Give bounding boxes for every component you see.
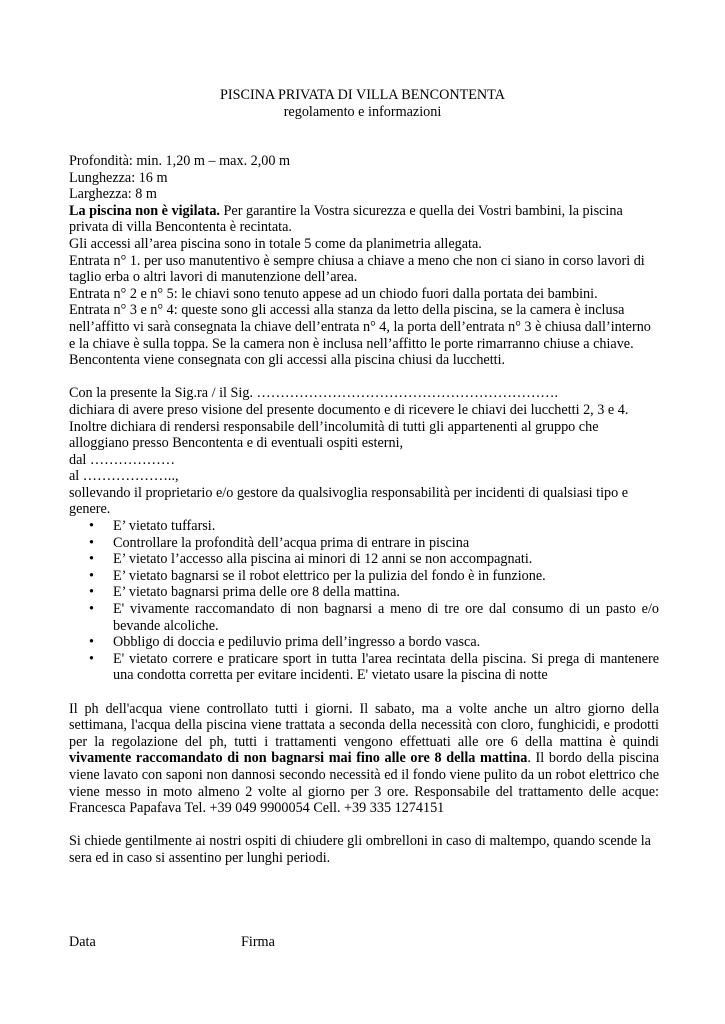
rules-list — [69, 518, 659, 684]
not-supervised-notice: La piscina non è vigilata. — [69, 202, 220, 219]
depth-line: Profondità: min. 1,20 m – max. 2,00 m — [69, 153, 291, 169]
bullet-icon: • — [89, 634, 94, 651]
declaration-to: al ……………….., — [69, 468, 179, 485]
entry-2-5-text: Entrata n° 2 e n° 5: le chiavi sono tenuto appese ad un chiodo fuori dalla portata dei bambini. — [69, 285, 598, 302]
accesses-line: Gli accessi all’area piscina sono in totale 5 come da planimetria allegata. — [69, 235, 482, 252]
entry-3-4-text: Entrata n° 3 e n° 4: queste sono gli accessi alla stanza da letto della piscina, se la camera è inclusa nell’affitto vi sarà consegnata la chiave dell’entrata n° 4, la porta dell’entrata n° 3 è chiusa dall’interno e la chiave è sulla toppa. Se la camera non è inclusa nell’affitto le porte rimarranno chiuse a chiave. Bencontenta viene consegnata con gli accessi alla piscina chiusi da lucchetti. — [69, 302, 651, 369]
bullet-icon: • — [89, 518, 94, 535]
bullet-icon: • — [89, 534, 94, 551]
list-item: • Obbligo di doccia e pediluvio prima dell’ingresso a bordo vasca. — [89, 634, 481, 651]
declaration-liability: sollevando il proprietario e/o gestore da qualsivoglia responsabilità per incidenti di qualsiasi tipo e genere. — [69, 484, 629, 518]
declaration-intro: Con la presente la Sig.ra / il Sig. ………………………………………………………. — [69, 385, 559, 402]
entry-1-text: Entrata n° 1. per uso manutentivo è sempre chiusa a chiave a meno che non ci siano in corso lavori di taglio erba o altri lavori di manutenzione dell’area. — [69, 252, 645, 286]
bullet-icon: • — [89, 601, 94, 618]
declaration-responsibility: Inoltre dichiara di rendersi responsabile dell’incolumità di tutti gli appartenenti al gruppo che alloggiano presso Bencontenta e di eventuali ospiti esterni, — [69, 418, 599, 452]
bullet-icon: • — [89, 567, 94, 584]
security-paragraph — [69, 203, 659, 236]
bullet-icon: • — [89, 650, 94, 667]
bullet-icon: • — [89, 551, 94, 568]
width-line: Larghezza: 8 m — [69, 186, 157, 203]
date-label: Data — [69, 934, 96, 950]
list-item: • E’ vietato bagnarsi se il robot elettrico per la pulizia del fondo è in funzione. — [89, 567, 546, 584]
list-item: • Controllare la profondità dell’acqua prima di entrare in piscina — [89, 534, 470, 551]
treatment-paragraph: Il ph dell'acqua viene controllato tutti i giorni. Il sabato, ma a volte anche un altro giorno della settimana, l'acqua della piscina viene trattata a seconda della necessità con cloro, funghicidi, e prodotti per la regolazione del ph, tutti i trattamenti vengono effettuati alle ore 6 della mattina è quindi vivamente raccomandato di non bagnarsi mai fino alle ore 8 della mattina. Il bordo della piscina viene lavato con saponi non dannosi secondo necessità ed il fondo viene pulito da un robot elettrico che viene messo in moto almeno 2 volte al giorno per 3 ore. Responsabile del trattamento delle acque: Francesca Papafava Tel. +39 049 9900054 Cell. +39 335 1274151 — [69, 700, 660, 817]
length-line: Lunghezza: 16 m — [69, 169, 168, 186]
document-subtitle: regolamento e informazioni — [283, 104, 442, 120]
declaration-from: dal ……………… — [69, 451, 176, 468]
list-item: • E' vivamente raccomandato di non bagnarsi a meno di tre ore dal consumo di un pasto e/o bevande alcoliche. — [89, 601, 659, 634]
list-item: • E’ vietato tuffarsi. — [89, 518, 216, 535]
list-item: • E' vietato correre e praticare sport in tutta l'area recintata della piscina. Si prega di mantenere una condotta corretta per evitare incidenti. E' vietato usare la piscina di notte — [89, 650, 659, 684]
list-item: • E’ vietato bagnarsi prima delle ore 8 della mattina. — [89, 584, 400, 601]
signature-label: Firma — [241, 934, 275, 950]
security-text: Per garantire la Vostra sicurezza e quella dei Vostri bambini, la piscina privata di villa Bencontenta è recintata. — [69, 202, 623, 236]
document-body — [69, 153, 659, 867]
treatment-warning: vivamente raccomandato di non bagnarsi mai fino alle ore 8 della mattina — [69, 750, 528, 767]
list-item: • E’ vietato l’accesso alla piscina ai minori di 12 anni se non accompagnati. — [89, 551, 533, 568]
bullet-icon: • — [89, 584, 94, 601]
document-title: PISCINA PRIVATA DI VILLA BENCONTENTA — [220, 87, 505, 103]
document-header — [0, 87, 725, 121]
declaration-keys: dichiara di avere preso visione del presente documento e di ricevere le chiavi dei lucchetti 2, 3 e 4. — [69, 401, 629, 418]
umbrellas-paragraph: Si chiede gentilmente ai nostri ospiti di chiudere gli ombrelloni in caso di maltempo, quando scende la sera ed in caso si assentino per lunghi periodi. — [69, 833, 651, 866]
